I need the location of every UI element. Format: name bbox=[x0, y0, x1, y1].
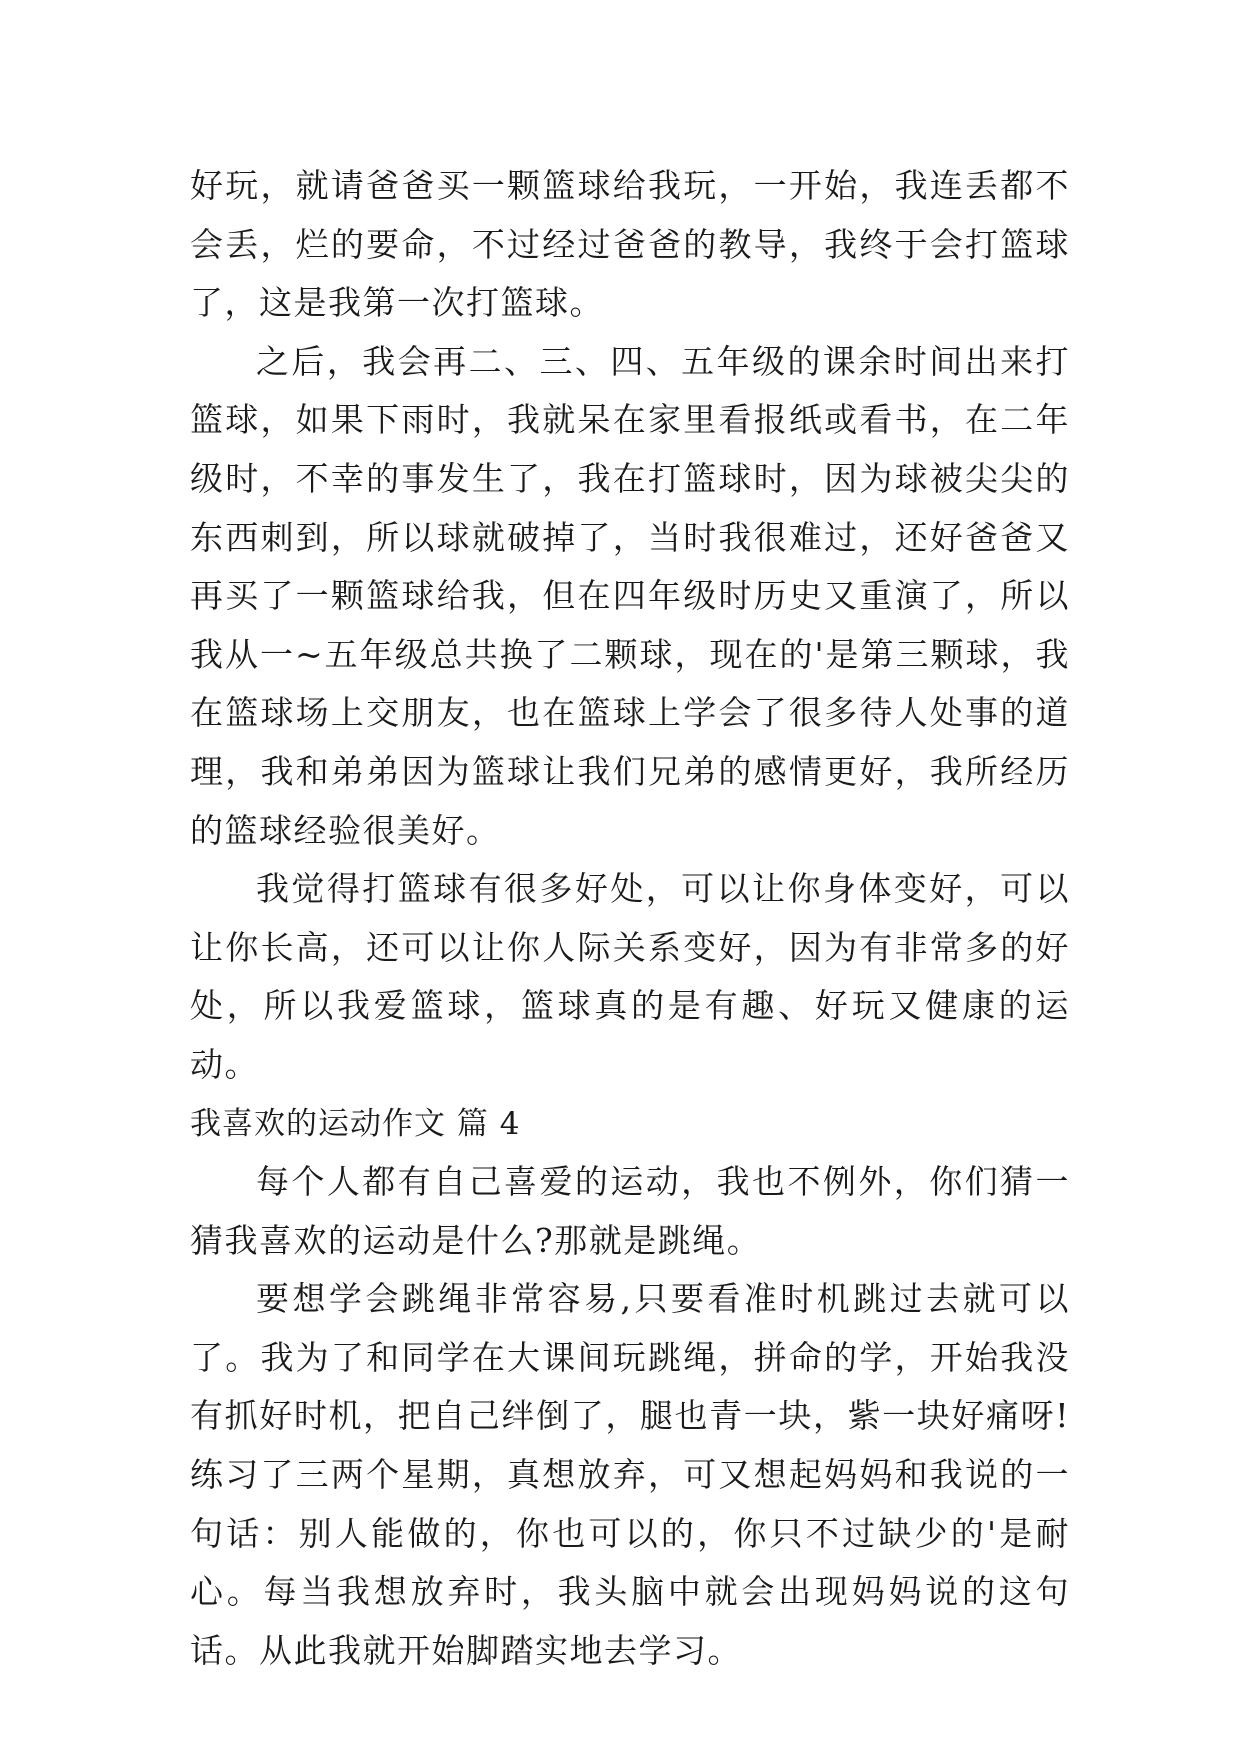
document-body bbox=[190, 157, 1070, 1680]
paragraph-basketball-history: 之后，我会再二、三、四、五年级的课余时间出来打篮球，如果下雨时，我就呆在家里看报纸或看书，在二年级时，不幸的事发生了，我在打篮球时，因为球被尖尖的东西刺到，所以球就破掉了，当时我很难过，还好爸爸又再买了一颗篮球给我，但在四年级时历史又重演了，所以我从一~五年级总共换了二颗球，现在的'是第三颗球，我在篮球场上交朋友，也在篮球上学会了很多待人处事的道理，我和弟弟因为篮球让我们兄弟的感情更好，我所经历的篮球经验很美好。 bbox=[190, 341, 1070, 850]
paragraph-basketball-benefits: 我觉得打篮球有很多好处，可以让你身体变好，可以让你长高，还可以让你人际关系变好，因为有非常多的好处，所以我爱篮球，篮球真的是有趣、好玩又健康的运动。 bbox=[190, 869, 1070, 1084]
section-heading: 我喜欢的运动作文 篇 4 bbox=[190, 1105, 521, 1142]
paragraph-continued: 好玩，就请爸爸买一颗篮球给我玩，一开始，我连丢都不会丢，烂的要命，不过经过爸爸的教导，我终于会打篮球了，这是我第一次打篮球。 bbox=[190, 166, 1070, 323]
paragraph-jump-rope-intro: 每个人都有自己喜爱的运动，我也不例外，你们猜一猜我喜欢的运动是什么?那就是跳绳。 bbox=[190, 1162, 1070, 1260]
paragraph-jump-rope-learning: 要想学会跳绳非常容易,只要看准时机跳过去就可以了。我为了和同学在大课间玩跳绳，拼命的学，开始我没有抓好时机，把自己绊倒了，腿也青一块，紫一块好痛呀!练习了三两个星期，真想放弃，可又想起妈妈和我说的一句话：别人能做的，你也可以的，你只不过缺少的'是耐心。每当我想放弃时，我头脑中就会出现妈妈说的这句话。从此我就开始脚踏实地去学习。 bbox=[190, 1279, 1070, 1670]
